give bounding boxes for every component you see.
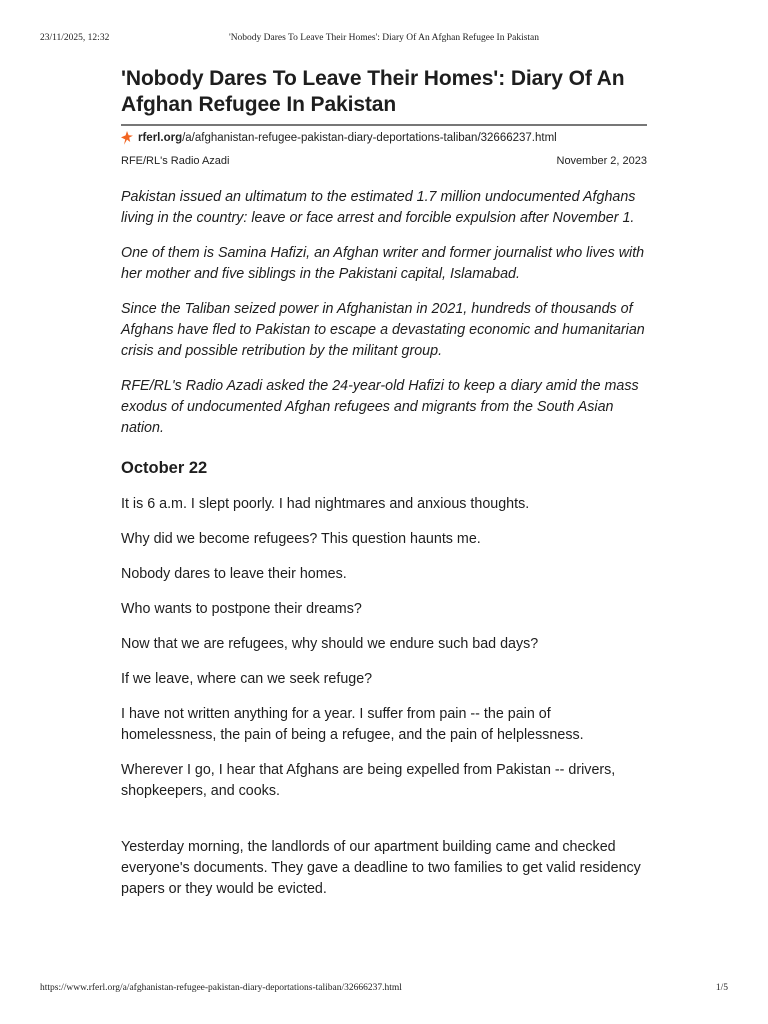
source-path-link[interactable]: /a/afghanistan-refugee-pakistan-diary-deportations-taliban/32666237.html [182, 132, 557, 144]
body-paragraph: Yesterday morning, the landlords of our apartment building came and checked everyone's documents. They gave a deadline to two families to get valid residency papers or they would be evicted. [121, 839, 641, 897]
print-footer-url: https://www.rferl.org/a/afghanistan-refugee-pakistan-diary-deportations-taliban/32666237.html [40, 983, 402, 993]
body-paragraph: If we leave, where can we seek refuge? [121, 671, 373, 687]
body-paragraph: It is 6 a.m. I slept poorly. I had nightmares and anxious thoughts. [121, 496, 530, 512]
section-heading: October 22 [121, 459, 208, 477]
rferl-torch-icon [121, 131, 133, 145]
body-section [121, 494, 647, 900]
body-paragraph: Why did we become refugees? This question haunts me. [121, 531, 481, 547]
print-page-title: 'Nobody Dares To Leave Their Homes': Diary Of An Afghan Refugee In Pakistan [228, 33, 540, 43]
body-paragraph: I have not written anything for a year. I suffer from pain -- the pain of homelessness, the pain of being a refugee, and the pain of helplessness. [121, 706, 584, 743]
lead-section [121, 187, 647, 439]
source-line [121, 124, 647, 149]
source-domain-link[interactable]: rferl.org [138, 132, 183, 144]
body-paragraph: Who wants to postpone their dreams? [121, 601, 362, 617]
print-header [40, 33, 728, 45]
body-paragraph: Wherever I go, I hear that Afghans are being expelled from Pakistan -- drivers, shopkeepers, and cooks. [121, 762, 616, 799]
lead-paragraph: One of them is Samina Hafizi, an Afghan writer and former journalist who lives with her mother and five siblings in the Pakistani capital, Islamabad. [121, 245, 645, 282]
article-title: 'Nobody Dares To Leave Their Homes': Diary Of An Afghan Refugee In Pakistan [121, 67, 625, 116]
print-footer [40, 983, 728, 995]
body-paragraph: Nobody dares to leave their homes. [121, 566, 347, 582]
page-indicator: 1/5 [715, 983, 728, 993]
byline [121, 155, 647, 167]
lead-paragraph: RFE/RL's Radio Azadi asked the 24-year-old Hafizi to keep a diary amid the mass exodus of undocumented Afghan refugees and migrants from the South Asian nation. [121, 378, 639, 436]
byline-date: November 2, 2023 [556, 155, 647, 167]
print-datetime: 23/11/2025, 12:32 [40, 33, 110, 43]
article [121, 66, 647, 914]
body-paragraph: Now that we are refugees, why should we endure such bad days? [121, 636, 539, 652]
byline-author: RFE/RL's Radio Azadi [121, 155, 230, 167]
lead-paragraph: Since the Taliban seized power in Afghanistan in 2021, hundreds of thousands of Afghans have fled to Pakistan to escape a devastating economic and humanitarian crisis and possible retribution by the militant group. [121, 301, 645, 359]
lead-paragraph: Pakistan issued an ultimatum to the estimated 1.7 million undocumented Afghans living in the country: leave or face arrest and forcible expulsion after November 1. [121, 189, 636, 226]
